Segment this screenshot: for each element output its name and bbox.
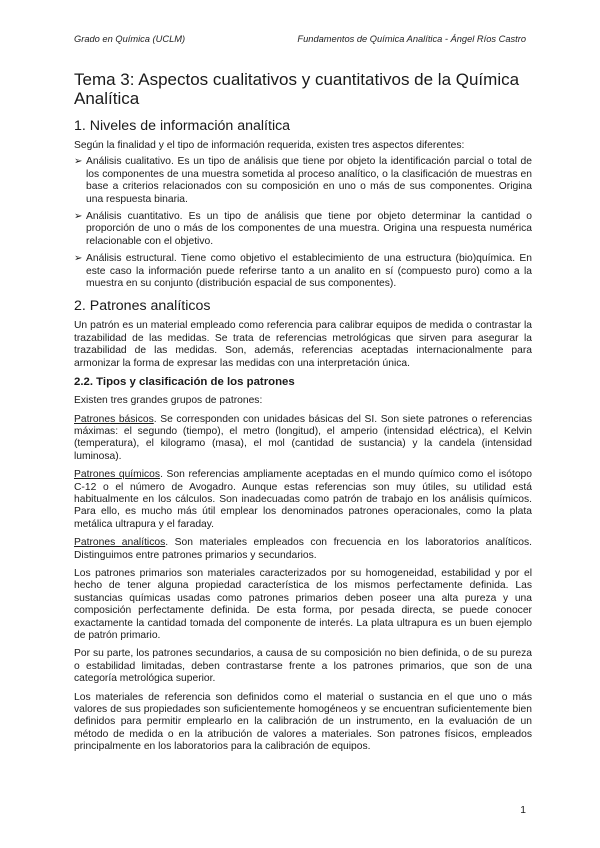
patrones-basicos-text: . Se corresponden con unidades básicas del SI. Son siete patrones o referencias máximas: el segundo (tiempo), el metro (longitud), el amperio (intensidad eléctrica), el Kelvin (temperatura), el kilogramo (masa), el mol (cantidad de sustancia) y la candela (intensidad luminosa).	[74, 413, 532, 462]
arrow-bullet-icon: ➢	[74, 156, 83, 168]
section-2-intro: Un patrón es un material empleado como referencia para calibrar equipos de medida o contrastar la trazabilidad de las medidas. Se trata de referencias metrológicas que sirven para asegurar la trazabilidad de las medidas. Son, además, referencias aceptadas internacionalmente para armonizar la forma de expresar las medidas con una interpretación única.	[74, 320, 532, 369]
running-header	[74, 34, 526, 44]
bullet-item	[74, 253, 532, 290]
header-left: Grado en Química (UCLM)	[74, 34, 186, 44]
bullet-text: Análisis cualitativo. Es un tipo de análisis que tiene por objeto la identificación parcial o total de los componentes de una muestra sometida al proceso analítico, o la clasificación de muestras en base a criterios relacionados con su composición en uno o más de sus componentes. Origina una respuesta binaria.	[86, 156, 532, 205]
materiales-referencia-paragraph: Los materiales de referencia son definidos como el material o sustancia en el que uno o más valores de sus propiedades son suficientemente homogéneos y se encuentran suficientemente bien definidos para permitir emplearlo en la calibración de un instrumento, en la evaluación de un método de medida o en la atribución de valores a materiales. Son patrones físicos, empleados principalmente en los laboratorios para la calibración de equipos.	[74, 691, 532, 753]
patrones-analiticos-term: Patrones analíticos	[74, 537, 166, 549]
page-content	[74, 70, 532, 760]
patrones-analiticos-paragraph	[74, 537, 532, 562]
patrones-basicos-term: Patrones básicos	[74, 413, 154, 425]
bullet-text: Análisis estructural. Tiene como objetivo el establecimiento de una estructura (bio)química. En este caso la información puede referirse tanto a un analito en sí (compuesto puro) como a la muestra en su conjunto (distribución espacial de sus componentes).	[86, 253, 532, 290]
page-number: 1	[520, 805, 526, 816]
section-2-heading: 2. Patrones analíticos	[74, 298, 211, 315]
patrones-secundarios-paragraph: Por su parte, los patrones secundarios, a causa de su composición no bien definida, o de su pureza o estabilidad limitadas, deben contrastarse frente a los patrones primarios, que son de una categoría metrológica superior.	[74, 648, 532, 685]
patrones-quimicos-term: Patrones químicos	[74, 469, 161, 481]
arrow-bullet-icon: ➢	[74, 211, 83, 223]
patrones-quimicos-text: . Son referencias ampliamente aceptadas en el mundo químico como el isótopo C-12 o el número de Avogadro. Aunque estas referencias son muy útiles, su utilidad está habitualmente en los cálculos. Son inadecuadas como patrón de trabajo en los análisis químicos. Para ello, es mucho más útil emplear los denominados patrones operacionales, como la plata metálica ultrapura y el faraday.	[74, 469, 532, 530]
bullet-text: Análisis cuantitativo. Es un tipo de análisis que tiene por objeto determinar la cantidad o proporción de uno o más de los componentes de una muestra. Origina una respuesta numérica relacionable con el objetivo.	[86, 211, 532, 247]
patrones-quimicos-paragraph	[74, 469, 532, 531]
bullet-item	[74, 156, 532, 206]
patrones-primarios-paragraph: Los patrones primarios son materiales caracterizados por su homogeneidad, estabilidad y por el hecho de tener alguna propiedad característica de los mismos perfectamente definida. Las sustancias químicas usadas como patrones primarios deben poseer una alta pureza y una composición perfectamente definida. De esta forma, por pesada directa, se puede conocer exactamente la cantidad tomada del componente de interés. La plata ultrapura es un buen ejemplo de patrón primario.	[74, 567, 532, 641]
section-1-intro: Según la finalidad y el tipo de información requerida, existen tres aspectos diferentes:	[74, 140, 465, 151]
arrow-bullet-icon: ➢	[74, 253, 83, 265]
subsection-heading: 2.2. Tipos y clasificación de los patrones	[74, 376, 295, 389]
header-right: Fundamentos de Química Analítica - Ángel Ríos Castro	[297, 34, 526, 44]
subsection-intro: Existen tres grandes grupos de patrones:	[74, 395, 263, 407]
section-1-heading: 1. Niveles de información analítica	[74, 118, 291, 134]
patrones-analiticos-text: . Son materiales empleados con frecuencia en los laboratorios analíticos. Distinguimos entre patrones primarios y secundarios.	[74, 537, 532, 561]
bullet-item	[74, 211, 532, 248]
patrones-basicos-paragraph	[74, 414, 532, 464]
document-title: Tema 3: Aspectos cualitativos y cuantitativos de la Química Analítica	[74, 70, 520, 108]
